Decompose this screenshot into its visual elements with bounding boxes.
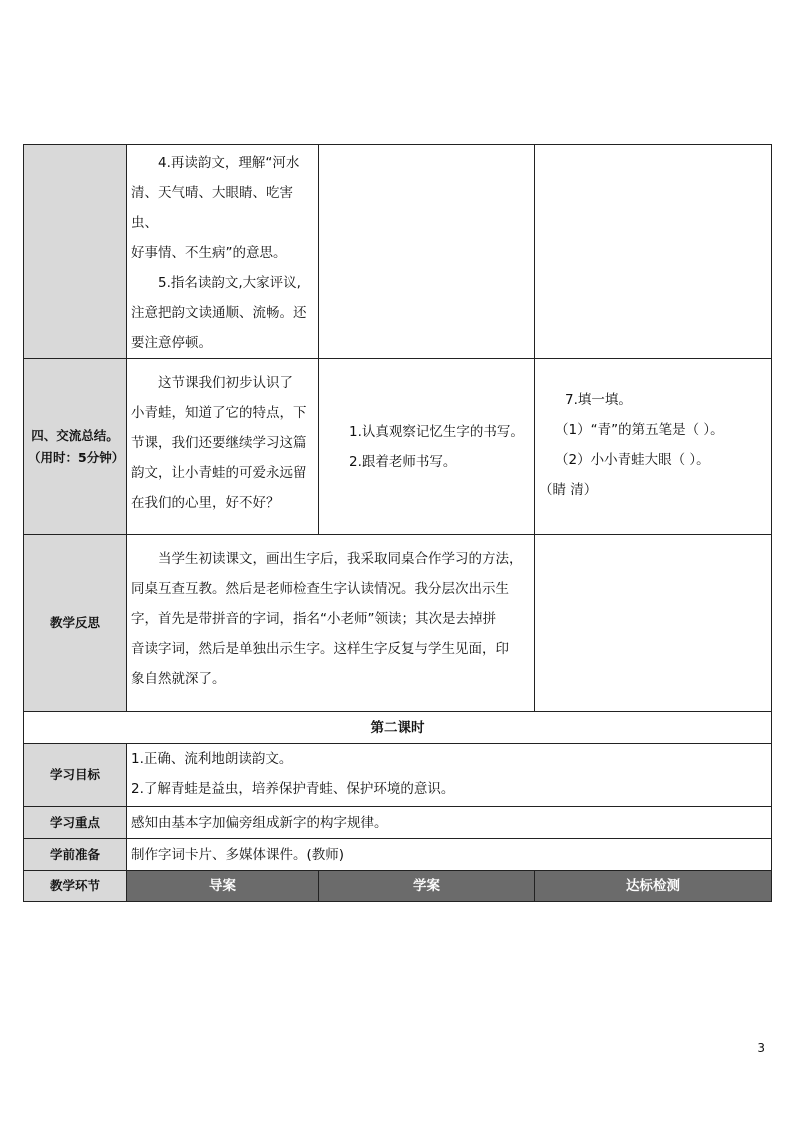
summary-guide-line: 小青蛙，知道了它的特点，下 (131, 405, 307, 421)
focus-label: 学习重点 (24, 807, 127, 839)
summary-label-title: 四、交流总结。 (31, 427, 119, 443)
summary-check-line: 7.填一填。 (565, 392, 632, 408)
reflection-empty-cell (535, 535, 772, 712)
second-period-title-row (24, 712, 772, 744)
second-period-title: 第二课时 (24, 712, 772, 744)
reflection-label-cell: 教学反思 (24, 535, 127, 712)
reading-label-cell (24, 145, 127, 359)
summary-study-cell (319, 359, 535, 535)
summary-label-time: （用时：5分钟） (28, 449, 125, 465)
prep-text: 制作字词卡片、多媒体课件。(教师) (127, 839, 772, 871)
header-study: 学案 (319, 871, 535, 902)
summary-check-line: （2）小小青蛙大眼（ ）。 (555, 452, 710, 468)
reflection-line: 字，首先是带拼音的字词，指名“小老师”领读；其次是去掉拼 (131, 611, 496, 627)
reflection-text-cell (127, 535, 535, 712)
summary-guide-line: 节课，我们还要继续学习这篇 (131, 435, 307, 451)
prep-row (24, 839, 772, 871)
summary-row (24, 359, 772, 535)
header-check: 达标检测 (535, 871, 772, 902)
summary-check-line: （睛 清） (539, 482, 598, 498)
section-header-row (24, 871, 772, 902)
reading-check-cell (535, 145, 772, 359)
reflection-line: 当学生初读课文，画出生字后，我采取同桌合作学习的方法， (158, 551, 523, 567)
reading-line: 4.再读韵文，理解“河水 (158, 155, 300, 171)
goal-item: 2.了解青蛙是益虫，培养保护青蛙、保护环境的意识。 (131, 781, 455, 797)
lesson-plan-table (23, 144, 772, 902)
header-guide: 导案 (127, 871, 319, 902)
reading-line: 好事情、不生病”的意思。 (131, 245, 287, 261)
reflection-line: 象自然就深了。 (131, 671, 226, 687)
goal-item: 1.正确、流利地朗读韵文。 (131, 751, 293, 767)
prep-label: 学前准备 (24, 839, 127, 871)
reflection-line: 音读字词，然后是单独出示生字。这样生字反复与学生见面，印 (131, 641, 509, 657)
goals-row (24, 744, 772, 807)
goals-cell (127, 744, 772, 807)
summary-guide-line: 这节课我们初步认识了 (158, 375, 293, 391)
reading-line: 清、天气晴、大眼睛、吃害虫、 (131, 185, 293, 231)
summary-study-line: 2.跟着老师书写。 (349, 453, 457, 470)
reading-line: 5.指名读韵文,大家评议, (158, 275, 301, 291)
reading-study-cell (319, 145, 535, 359)
reading-row (24, 145, 772, 359)
goals-label: 学习目标 (24, 744, 127, 807)
reading-line: 要注意停顿。 (131, 335, 212, 351)
summary-guide-cell (127, 359, 319, 535)
page-number: 3 (757, 1041, 765, 1055)
summary-guide-line: 韵文，让小青蛙的可爱永远留 (131, 465, 307, 481)
summary-label-cell (24, 359, 127, 535)
header-label: 教学环节 (24, 871, 127, 902)
summary-check-cell (535, 359, 772, 535)
summary-study-line: 1.认真观察记忆生字的书写。 (349, 423, 524, 440)
focus-row (24, 807, 772, 839)
reflection-line: 同桌互查互教。然后是老师检查生字认读情况。我分层次出示生 (131, 581, 509, 597)
reading-line: 注意把韵文读通顺、流畅。还 (131, 305, 307, 321)
summary-check-line: （1）“青”的第五笔是（ ）。 (555, 422, 724, 438)
summary-guide-line: 在我们的心里，好不好？ (131, 495, 280, 511)
focus-text: 感知由基本字加偏旁组成新字的构字规律。 (127, 807, 772, 839)
reading-guide-cell (127, 145, 319, 359)
reflection-row (24, 535, 772, 712)
